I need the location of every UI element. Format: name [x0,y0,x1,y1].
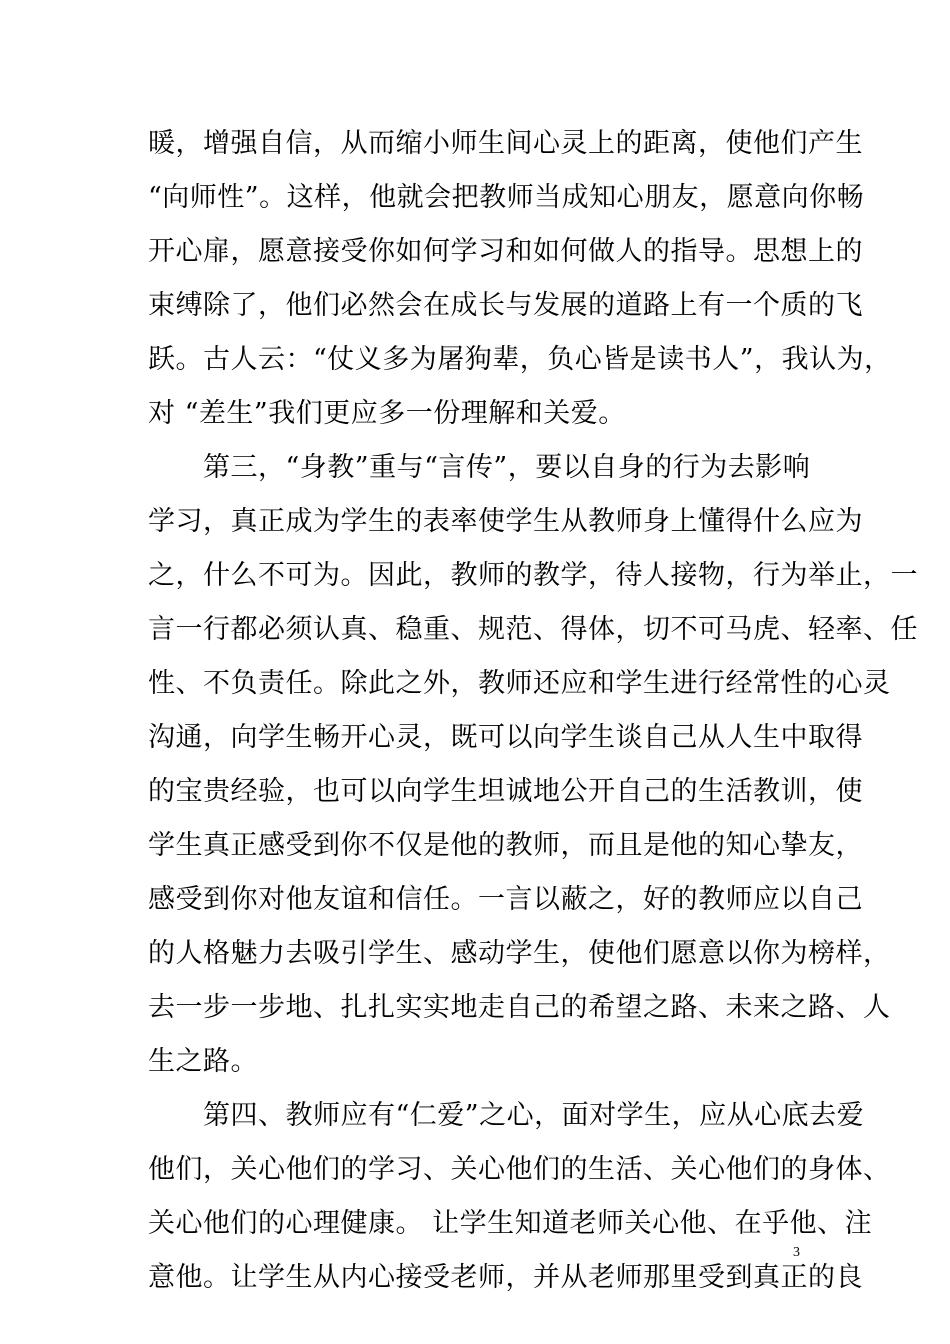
text-line: 第三，“身教”重与“言传”，要以自身的行为去影响 [148,452,811,483]
text-line: 性、不负责任。除此之外，教师还应和学生进行经常性的心灵 [148,668,891,699]
text-line: 学习，真正成为学生的表率使学生从教师身上懂得什么应为 [148,506,863,537]
text-line: 跃。古人云：“仗义多为屠狗辈，负心皆是读书人”，我认为， [148,344,892,375]
text-line: 的宝贵经验，也可以向学生坦诚地公开自己的生活教训，使 [148,776,863,807]
text-line: 之，什么不可为。因此，教师的教学，待人接物，行为举止，一 [148,560,918,591]
text-line: 意他。让学生从内心接受老师，并从老师那里受到真正的良 [148,1262,863,1293]
text-line: “向师性”。这样，他就会把教师当成知心朋友，愿意向你畅 [148,182,865,213]
text-line: 生之路。 [148,1046,258,1077]
text-line: 感受到你对他友谊和信任。一言以蔽之，好的教师应以自己 [148,884,863,915]
text-line: 束缚除了，他们必然会在成长与发展的道路上有一个质的飞 [148,290,863,321]
text-line: 对 “差生”我们更应多一份理解和关爱。 [148,398,626,429]
text-line: 的人格魅力去吸引学生、感动学生，使他们愿意以你为榜样， [148,938,891,969]
text-line: 去一步一步地、扎扎实实地走自己的希望之路、未来之路、人 [148,992,891,1023]
text-line: 言一行都必须认真、稳重、规范、得体，切不可马虎、轻率、任 [148,614,918,645]
text-line: 第四、教师应有“仁爱”之心，面对学生，应从心底去爱 [148,1100,865,1131]
text-line: 暖，增强自信，从而缩小师生间心灵上的距离，使他们产生 [148,128,863,159]
text-line: 他们，关心他们的学习、关心他们的生活、关心他们的身体、 [148,1154,891,1185]
text-line: 开心扉，愿意接受你如何学习和如何做人的指导。思想上的 [148,236,863,267]
text-line: 学生真正感受到你不仅是他的教师，而且是他的知心挚友， [148,830,863,861]
page-number: 3 [793,1245,800,1260]
text-line: 关心他们的心理健康。 让学生知道老师关心他、在乎他、注 [148,1208,873,1239]
text-line: 沟通，向学生畅开心灵，既可以向学生谈自己从人生中取得 [148,722,863,753]
